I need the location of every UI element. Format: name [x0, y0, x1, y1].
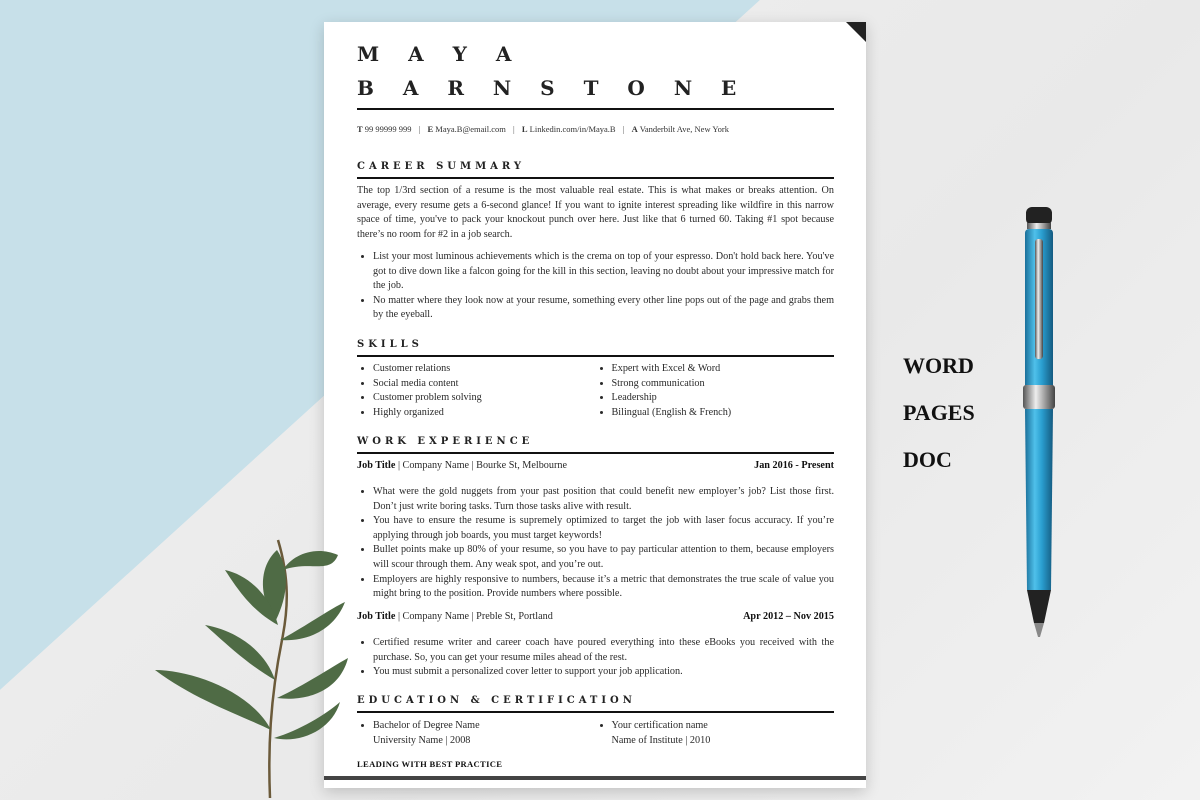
list-item: • What were the gold nuggets from your past position that could benefit new employer’s job? List those first. Don’t just write boring tasks. Turn those tasks alive with result.	[373, 485, 834, 514]
skills-left-list	[357, 362, 596, 420]
degree-name: Bachelor of Degree Name	[373, 720, 480, 731]
education-columns	[357, 719, 834, 748]
job-title: Job Title	[357, 611, 396, 622]
format-list	[903, 342, 975, 483]
separator: |	[622, 124, 625, 134]
career-summary-paragraph: The top 1/3rd section of a resume is the most valuable real estate. This is what makes or breaks attention. On average, every resume gets a 6-second glance! If you want to ignite interest spreading like wildfire in this narrow space of time, you've to pack your knockout punch over here. Just like that 6 turned 60. Taking #1 spot because there’s no room for #2 in a job search.	[357, 185, 834, 240]
linkedin-value: Linkedin.com/in/Maya.B	[529, 124, 616, 134]
phone-value: 99 99999 999	[364, 124, 412, 134]
list-item: • Leadership	[612, 391, 835, 406]
career-summary-rule	[357, 177, 834, 179]
list-item: • Expert with Excel & Word	[612, 362, 835, 377]
list-item	[373, 719, 596, 748]
institute-line: Name of Institute | 2010	[611, 734, 711, 746]
address-label: A	[631, 124, 638, 134]
job-title: Job Title	[357, 460, 396, 471]
ballpoint-pen-icon	[1014, 205, 1064, 645]
work-experience-heading: WORK EXPERIENCE	[357, 436, 534, 447]
email-value: Maya.B@email.com	[435, 124, 506, 134]
university-line: University Name | 2008	[373, 734, 471, 746]
list-item: • You must submit a personalized cover letter to support your job application.	[373, 665, 834, 680]
job-2-bullets	[357, 636, 834, 680]
job-1-header	[357, 460, 834, 471]
footer-tagline: LEADING WITH BEST PRACTICE	[357, 759, 503, 769]
format-pages: PAGES	[903, 400, 975, 425]
list-item: • Employers are highly responsive to numbers, because it’s a metric that demonstrates the true scale of value you might bring to the position. Provide numbers where possible.	[373, 573, 834, 602]
skills-rule	[357, 355, 834, 357]
job-2-dates: Apr 2012 – Nov 2015	[743, 611, 834, 622]
last-name: B A R N S T O N E	[357, 76, 748, 100]
certification-name: Your certification name	[611, 720, 708, 731]
list-item: • Certified resume writer and career coach have poured everything into these eBooks you received with the purchase. So, you can get your resume miles ahead of the rest.	[373, 636, 834, 665]
list-item	[612, 719, 835, 748]
list-item: • Bullet points make up 80% of your resume, so you have to pay particular attention to them, because employers will scour through them. Any weak spot, and you’re out.	[373, 543, 834, 572]
separator: |	[418, 124, 421, 134]
skills-columns	[357, 362, 834, 420]
skills-right-list	[596, 362, 835, 420]
plant-sprig-icon	[150, 530, 370, 800]
list-item: • List your most luminous achievements which is the crema on top of your espresso. Don't hold back here. You've got to dive down like a falcon going for the kill in this section, leaving no doubt about your impressive match for the job.	[373, 250, 834, 294]
phone-label: T	[357, 124, 363, 134]
separator: |	[513, 124, 515, 134]
job-1-dates: Jan 2016 - Present	[754, 460, 834, 471]
format-doc: DOC	[903, 447, 952, 472]
list-item: • Social media content	[373, 377, 596, 392]
job-2-title-line	[357, 611, 553, 622]
list-item: • Bilingual (English & French)	[612, 406, 835, 421]
list-item: • Customer relations	[373, 362, 596, 377]
header-rule	[357, 108, 834, 110]
job-1-bullets	[357, 485, 834, 602]
job-2-header	[357, 611, 834, 622]
education-left	[357, 719, 596, 748]
page-corner-fold	[846, 22, 866, 42]
resume-sheet	[324, 22, 866, 788]
education-heading: EDUCATION & CERTIFICATION	[357, 695, 636, 706]
first-name: M A Y A	[357, 42, 523, 66]
list-item: • You have to ensure the resume is supremely optimized to target the job with laser focus accuracy. If you’re applying through job boards, you must target keywords!	[373, 514, 834, 543]
career-summary-bullets	[357, 250, 834, 323]
job-details: | Company Name | Bourke St, Melbourne	[395, 460, 567, 471]
education-right	[596, 719, 835, 748]
education-rule	[357, 711, 834, 713]
contact-line	[357, 124, 834, 134]
job-1-title-line	[357, 460, 567, 471]
format-word: WORD	[903, 353, 974, 378]
list-item: • Strong communication	[612, 377, 835, 392]
career-summary-heading: CAREER SUMMARY	[357, 161, 526, 172]
footer-bar	[324, 776, 866, 780]
linkedin-label: L	[521, 124, 528, 134]
skills-heading: SKILLS	[357, 339, 423, 350]
address-value: Vanderbilt Ave, New York	[639, 124, 730, 134]
list-item: • Customer problem solving	[373, 391, 596, 406]
list-item: • No matter where they look now at your resume, something every other line pops out of the page and grabs them by the eyeball.	[373, 294, 834, 323]
list-item: • Highly organized	[373, 406, 596, 421]
job-details: | Company Name | Preble St, Portland	[395, 611, 553, 622]
email-label: E	[427, 124, 434, 134]
work-experience-rule	[357, 452, 834, 454]
